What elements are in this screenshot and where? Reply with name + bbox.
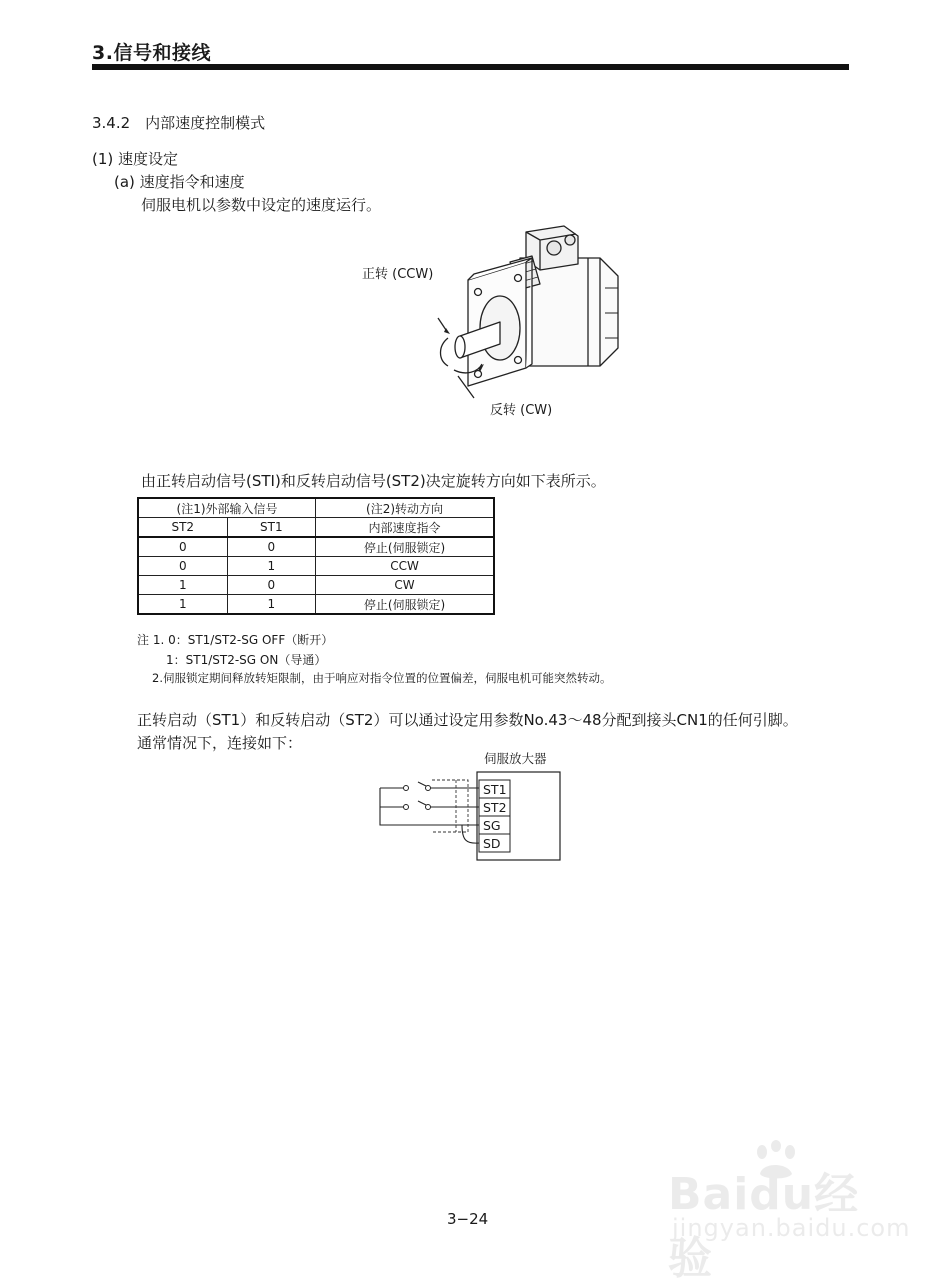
table-header-row	[138, 498, 494, 518]
note-1: 注 1. 0：ST1/ST2-SG OFF（断开）	[137, 633, 334, 647]
pin-sg: SG	[483, 818, 501, 833]
wiring-diagram	[370, 752, 570, 867]
table-intro: 由正转启动信号(STI)和反转启动信号(ST2)决定旋转方向如下表所示。	[141, 472, 606, 490]
cell-st2: 1	[138, 595, 227, 615]
col-st2: ST2	[138, 518, 227, 538]
cell-direction: 停止(伺服锁定)	[316, 595, 494, 615]
page-number: 3−24	[447, 1210, 489, 1228]
body-text: 伺服电机以参数中设定的速度运行。	[141, 196, 382, 214]
cell-direction: CW	[316, 576, 494, 595]
paragraph-connection: 通常情况下，连接如下：	[137, 734, 303, 752]
table-row	[138, 576, 494, 595]
cell-st1: 0	[227, 537, 316, 557]
cell-direction: CCW	[316, 557, 494, 576]
table-row	[138, 557, 494, 576]
col-speed-command: 内部速度指令	[316, 518, 494, 538]
pin-sd: SD	[483, 836, 501, 851]
cell-direction: 停止(伺服锁定)	[316, 537, 494, 557]
watermark-site: jingyan.baidu.com	[672, 1214, 911, 1242]
sub-subsection-heading: (a) 速度指令和速度	[114, 173, 245, 191]
rotation-direction-table	[137, 497, 495, 615]
col-st1: ST1	[227, 518, 316, 538]
table-row	[138, 537, 494, 557]
paragraph-assignment: 正转启动（ST1）和反转启动（ST2）可以通过设定用参数No.43～48分配到接头CN1的任何引脚。	[137, 711, 798, 729]
cell-st2: 0	[138, 557, 227, 576]
header-input-signal: (注1)外部输入信号	[138, 498, 316, 518]
subsection-heading: (1) 速度设定	[92, 150, 179, 168]
servo-motor-figure	[350, 218, 630, 428]
note-1b: 1：ST1/ST2-SG ON（导通）	[166, 653, 327, 667]
pin-st2: ST2	[483, 800, 507, 815]
table-row	[138, 595, 494, 615]
chapter-title: 3.信号和接线	[92, 42, 211, 64]
cell-st1: 1	[227, 557, 316, 576]
cell-st2: 0	[138, 537, 227, 557]
cell-st1: 0	[227, 576, 316, 595]
amplifier-label: 伺服放大器	[484, 752, 547, 766]
baidu-watermark	[668, 1140, 911, 1284]
note-2: 2.伺服锁定期间释放转矩限制，由于响应对指令位置的位置偏差，伺服电机可能突然转动。	[152, 671, 612, 685]
table-subheader-row	[138, 518, 494, 538]
header-direction: (注2)转动方向	[316, 498, 494, 518]
chapter-rule	[92, 64, 849, 70]
label-cw: 反转 (CW)	[490, 403, 553, 418]
label-ccw: 正转 (CCW)	[362, 267, 434, 282]
watermark-brand: Baidu经验	[668, 1169, 860, 1284]
pin-st1: ST1	[483, 782, 507, 797]
section-heading: 3.4.2 内部速度控制模式	[92, 114, 266, 132]
cell-st1: 1	[227, 595, 316, 615]
cell-st2: 1	[138, 576, 227, 595]
